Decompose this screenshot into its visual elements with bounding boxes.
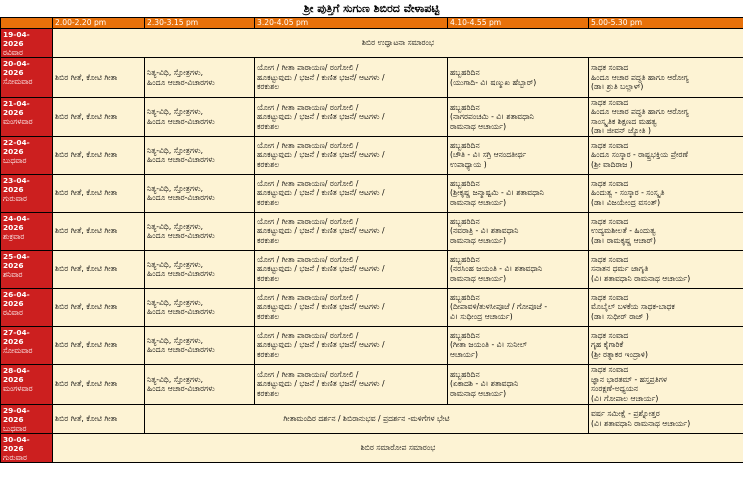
slot3-cell: ಯೋಗ / ಗೀತಾ ಪಾರಾಯಣ/ ರಂಗೋಲಿ / ಹೂಕಟ್ಟುವುದು / ಭಜನೆ / ಕುಣಿತ ಭಜನೆ/ ಆಟಗಳು / ಕರಕುಶಲ [255,136,448,174]
table-row [1,58,743,98]
table-row [1,288,743,326]
weekday-label: ಮಂಗಳವಾರ [3,383,33,393]
table-row [1,364,743,404]
date-cell [1,136,53,174]
slot4-cell: ಹಬ್ಬಹರಿದಿನ (ದೀಪಾವಳಿ/ತುಳಸೀಪೂಜೆ / ಗೋಪೂಜೆ - ವಿ। ಸುಧೀಂದ್ರ ಆಚಾರ್ಯ) [448,288,589,326]
slot5-cell: ಸಾಧಕ ಸಂವಾದ ಹಿಂದೂ ಆಚಾರ ಪದ್ಧತಿ ಹಾಗೂ ಆರೋಗ್ಯ ಸಾಂಸ್ಕೃತಿಕ ಶಿಕ್ಷಣದ ಮಹತ್ವ (ಡಾ। ಜೀವನ್ ಜ್ಯೋತಿ ) [589,98,743,137]
slot2-cell: ನಿತ್ಯ-ವಿಧಿ, ಸ್ತೋತ್ರಗಳು, ಹಿಂದೂ ಆಚಾರ-ವಿಚಾರಗಳು [145,58,255,98]
date-value: 23-04-2026 [3,175,30,194]
date-cell [1,364,53,404]
header-cell-slot1: 2.00-2.20 pm [53,18,145,29]
slot2-cell: ನಿತ್ಯ-ವಿಧಿ, ಸ್ತೋತ್ರಗಳು, ಹಿಂದೂ ಆಚಾರ-ವಿಚಾರಗಳು [145,98,255,137]
date-cell [1,174,53,212]
slot3-cell: ಯೋಗ / ಗೀತಾ ಪಾರಾಯಣ/ ರಂಗೋಲಿ / ಹೂಕಟ್ಟುವುದು / ಭಜನೆ / ಕುಣಿತ ಭಜನೆ/ ಆಟಗಳು / ಕರಕುಶಲ [255,250,448,288]
slot5-cell: ವರ್ಷ ಸಮೀಕ್ಷೆ - ಪ್ರಶ್ನೋತ್ತರ (ವಿ। ಶತಾವಧಾನಿ ರಾಮನಾಥ ಆಚಾರ್ಯ) [589,404,743,433]
schedule-table [0,17,743,463]
table-row [1,212,743,250]
slot1-cell: ಶಿಬಿರ ಗೀತೆ, ಕೋಟಿ ಗೀತಾ [53,288,145,326]
date-cell [1,212,53,250]
slot3-cell: ಯೋಗ / ಗೀತಾ ಪಾರಾಯಣ/ ರಂಗೋಲಿ / ಹೂಕಟ್ಟುವುದು / ಭಜನೆ / ಕುಣಿತ ಭಜನೆ/ ಆಟಗಳು / ಕರಕುಶಲ [255,212,448,250]
slot4-cell: ಹಬ್ಬಹರಿದಿನ (ನರಸಿಂಹ ಜಯಂತಿ - ವಿ। ಶತಾವಧಾನಿ ರಾಮನಾಥ ಆಚಾರ್ಯ) [448,250,589,288]
date-value: 19-04-2026 [3,30,30,48]
table-row [1,326,743,364]
slot3-cell: ಯೋಗ / ಗೀತಾ ಪಾರಾಯಣ/ ರಂಗೋಲಿ / ಹೂಕಟ್ಟುವುದು / ಭಜನೆ / ಕುಣಿತ ಭಜನೆ/ ಆಟಗಳು / ಕರಕುಶಲ [255,98,448,137]
slot1-cell: ಶಿಬಿರ ಗೀತೆ, ಕೋಟಿ ಗೀತಾ [53,212,145,250]
date-cell [1,29,53,58]
date-cell [1,288,53,326]
weekday-label: ರವಿವಾರ [3,307,23,317]
date-cell [1,98,53,137]
slot4-cell: ಹಬ್ಬಹರಿದಿನ (ನವರಾತ್ರಿ - ವಿ। ಶತಾವಧಾನಿ ರಾಮನಾಥ ಆಚಾರ್ಯ) [448,212,589,250]
header-cell-slot3: 3.20-4.05 pm [255,18,448,29]
table-row [1,433,743,462]
date-value: 30-04-2026 [3,434,30,453]
slot4-cell: ಹಬ್ಬಹರಿದಿನ (ಯುಗಾದಿ- ವಿ। ಷಣ್ಮುಖ ಹೆಬ್ಬಾರ್) [448,58,589,98]
weekday-label: ಸೋಮವಾರ [3,345,33,355]
schedule-table-body [1,18,743,463]
weekday-label: ಗುರುವಾರ [3,452,27,462]
slot3-cell: ಯೋಗ / ಗೀತಾ ಪಾರಾಯಣ/ ರಂಗೋಲಿ / ಹೂಕಟ್ಟುವುದು / ಭಜನೆ / ಕುಣಿತ ಭಜನೆ/ ಆಟಗಳು / ಕರಕುಶಲ [255,364,448,404]
date-value: 21-04-2026 [3,99,30,117]
table-row [1,404,743,433]
page-title: ಶ್ರೀ ಪುತ್ತಿಗೆ ಸುಗುಣ ಶಿಬಿರದ ವೇಳಾಪಟ್ಟಿ [303,2,440,15]
event-span-cell: ಗೀತಾಮಂದಿರ ದರ್ಶನ / ಶಿಬಿರಾನುಭವ / ಪ್ರದರ್ಶನ -ಮಳಿಗೆಗಳ ಭೇಟಿ [145,404,589,433]
date-value: 24-04-2026 [3,213,30,232]
date-value: 26-04-2026 [3,289,30,308]
slot3-cell: ಯೋಗ / ಗೀತಾ ಪಾರಾಯಣ/ ರಂಗೋಲಿ / ಹೂಕಟ್ಟುವುದು / ಭಜನೆ / ಕುಣಿತ ಭಜನೆ/ ಆಟಗಳು / ಕರಕುಶಲ [255,58,448,98]
slot1-cell: ಶಿಬಿರ ಗೀತೆ, ಕೋಟಿ ಗೀತಾ [53,364,145,404]
event-span-cell: ಶಿಬಿರ ಉದ್ಘಾಟನಾ ಸಮಾರಂಭ [53,29,743,58]
slot3-cell: ಯೋಗ / ಗೀತಾ ಪಾರಾಯಣ/ ರಂಗೋಲಿ / ಹೂಕಟ್ಟುವುದು / ಭಜನೆ / ಕುಣಿತ ಭಜನೆ/ ಆಟಗಳು / ಕರಕುಶಲ [255,174,448,212]
date-value: 20-04-2026 [3,59,30,77]
slot1-cell: ಶಿಬಿರ ಗೀತೆ, ಕೋಟಿ ಗೀತಾ [53,404,145,433]
header-cell-slot4: 4.10-4.55 pm [448,18,589,29]
slot5-cell: ಸಾಧಕ ಸಂವಾದ ಹಿಂದುತ್ವ - ಸಂಸ್ಕಾರ - ಸಂಸ್ಕೃತಿ (ಡಾ। ವಿಜಯೇಂದ್ರ ವಸಂತ್) [589,174,743,212]
slot1-cell: ಶಿಬಿರ ಗೀತೆ, ಕೋಟಿ ಗೀತಾ [53,58,145,98]
date-cell [1,326,53,364]
table-row [1,98,743,137]
slot4-cell: ಹಬ್ಬಹರಿದಿನ (ನಾಗರಪಂಚಮಿ - ವಿ। ಶತಾವಧಾನಿ ರಾಮನಾಥ ಆಚಾರ್ಯ) [448,98,589,137]
weekday-label: ರವಿವಾರ [3,48,23,57]
date-cell [1,250,53,288]
slot2-cell: ನಿತ್ಯ-ವಿಧಿ, ಸ್ತೋತ್ರಗಳು, ಹಿಂದೂ ಆಚಾರ-ವಿಚಾರಗಳು [145,250,255,288]
slot5-cell: ಸಾಧಕ ಸಂವಾದ ಜ್ಞಾನ ಭಾರತಮ್ - ಹಸ್ತಪ್ರತಿಗಳ ಸಂರಕ್ಷಣೆ-ಅಧ್ಯಯನ (ವಿ। ಗೋಪಾಲ ಆಚಾರ್ಯ) [589,364,743,404]
header-row [1,18,743,29]
weekday-label: ಬುಧವಾರ [3,423,27,433]
slot2-cell: ನಿತ್ಯ-ವಿಧಿ, ಸ್ತೋತ್ರಗಳು, ಹಿಂದೂ ಆಚಾರ-ವಿಚಾರಗಳು [145,364,255,404]
weekday-label: ಶುಕ್ರವಾರ [3,231,25,241]
slot1-cell: ಶಿಬಿರ ಗೀತೆ, ಕೋಟಿ ಗೀತಾ [53,98,145,137]
table-row [1,29,743,58]
slot5-cell: ಸಾಧಕ ಸಂವಾದ ಸನಾತನ ಧರ್ಮ ಜಾಗೃತಿ (ವಿ। ಶತಾವಧಾನಿ ರಾಮನಾಥ ಆಚಾರ್ಯ) [589,250,743,288]
header-cell-slot5: 5.00-5.30 pm [589,18,743,29]
slot5-cell: ಸಾಧಕ ಸಂವಾದ ಮೊಬೈಲ್ ಬಳಕೆಯ ಸಾಧಕ-ಬಾಧಕ (ಡಾ। ಸುಧೀರ್ ರಾಜ್ ) [589,288,743,326]
weekday-label: ಮಂಗಳವಾರ [3,117,33,126]
weekday-label: ಗುರುವಾರ [3,193,27,203]
slot1-cell: ಶಿಬಿರ ಗೀತೆ, ಕೋಟಿ ಗೀತಾ [53,174,145,212]
weekday-label: ಶನಿವಾರ [3,269,23,279]
date-cell [1,404,53,433]
date-value: 25-04-2026 [3,251,30,270]
slot3-cell: ಯೋಗ / ಗೀತಾ ಪಾರಾಯಣ/ ರಂಗೋಲಿ / ಹೂಕಟ್ಟುವುದು / ಭಜನೆ / ಕುಣಿತ ಭಜನೆ/ ಆಟಗಳು / ಕರಕುಶಲ [255,326,448,364]
slot4-cell: ಹಬ್ಬಹರಿದಿನ (ಏಕಾದಶಿ - ವಿ। ಶತಾವಧಾನಿ ರಾಮನಾಥ ಆಚಾರ್ಯ) [448,364,589,404]
slot1-cell: ಶಿಬಿರ ಗೀತೆ, ಕೋಟಿ ಗೀತಾ [53,326,145,364]
slot3-cell: ಯೋಗ / ಗೀತಾ ಪಾರಾಯಣ/ ರಂಗೋಲಿ / ಹೂಕಟ್ಟುವುದು / ಭಜನೆ / ಕುಣಿತ ಭಜನೆ/ ಆಟಗಳು / ಕರಕುಶಲ [255,288,448,326]
date-value: 29-04-2026 [3,405,30,424]
date-cell [1,433,53,462]
slot2-cell: ನಿತ್ಯ-ವಿಧಿ, ಸ್ತೋತ್ರಗಳು, ಹಿಂದೂ ಆಚಾರ-ವಿಚಾರಗಳು [145,288,255,326]
slot1-cell: ಶಿಬಿರ ಗೀತೆ, ಕೋಟಿ ಗೀತಾ [53,250,145,288]
header-cell-date [1,18,53,29]
date-value: 22-04-2026 [3,137,30,156]
table-row [1,250,743,288]
date-value: 27-04-2026 [3,327,30,346]
slot5-cell: ಸಾಧಕ ಸಂವಾದ ಹಿಂದೂ ಆಚಾರ ಪದ್ಧತಿ ಹಾಗೂ ಆರೋಗ್ಯ (ಡಾ। ಶ್ರುತಿ ಬಲ್ಲಾಳ್) [589,58,743,98]
weekday-label: ಬುಧವಾರ [3,155,27,165]
table-row [1,136,743,174]
date-value: 28-04-2026 [3,365,30,384]
slot2-cell: ನಿತ್ಯ-ವಿಧಿ, ಸ್ತೋತ್ರಗಳು, ಹಿಂದೂ ಆಚಾರ-ವಿಚಾರಗಳು [145,212,255,250]
slot5-cell: ಸಾಧಕ ಸಂವಾದ ಗೃಹ ಕೈಗಾರಿಕೆ (ಶ್ರೀ ರತ್ನಾಕರ ಇಂದ್ರಾಳಿ) [589,326,743,364]
slot2-cell: ನಿತ್ಯ-ವಿಧಿ, ಸ್ತೋತ್ರಗಳು, ಹಿಂದೂ ಆಚಾರ-ವಿಚಾರಗಳು [145,136,255,174]
table-row [1,174,743,212]
date-cell [1,58,53,98]
event-span-cell: ಶಿಬಿರ ಸಮಾರೋಪ ಸಮಾರಂಭ [53,433,743,462]
slot4-cell: ಹಬ್ಬಹರಿದಿನ (ಶ್ರೀಕೃಷ್ಣ ಜನ್ಮಾಷ್ಟಮಿ - ವಿ। ಶತಾವಧಾನಿ ರಾಮನಾಥ ಆಚಾರ್ಯ) [448,174,589,212]
slot5-cell: ಸಾಧಕ ಸಂವಾದ ಹಿಂದೂ ಸಂಸ್ಕಾರ - ರಾಷ್ಟ್ರಭಕ್ತಿಯ ಪ್ರೇರಣೆ (ಶ್ರೀ ವಾದಿರಾಜ ) [589,136,743,174]
slot4-cell: ಹಬ್ಬಹರಿದಿನ (ಗೀತಾ ಜಯಂತಿ - ವಿ। ಸುನೀಲ್ ಆಚಾರ್ಯ) [448,326,589,364]
weekday-label: ಸೋಮವಾರ [3,77,33,86]
slot2-cell: ನಿತ್ಯ-ವಿಧಿ, ಸ್ತೋತ್ರಗಳು, ಹಿಂದೂ ಆಚಾರ-ವಿಚಾರಗಳು [145,326,255,364]
slot5-cell: ಸಾಧಕ ಸಂವಾದ ಉದ್ಯಮಶೀಲತೆ - ಹಿಂದುತ್ವ (ಡಾ। ರಾಮಕೃಷ್ಣ ಆಚಾರ್) [589,212,743,250]
slot1-cell: ಶಿಬಿರ ಗೀತೆ, ಕೋಟಿ ಗೀತಾ [53,136,145,174]
header-cell-slot2: 2.30-3.15 pm [145,18,255,29]
slot2-cell: ನಿತ್ಯ-ವಿಧಿ, ಸ್ತೋತ್ರಗಳು, ಹಿಂದೂ ಆಚಾರ-ವಿಚಾರಗಳು [145,174,255,212]
slot4-cell: ಹಬ್ಬಹರಿದಿನ (ಚೌತಿ - ವಿ। ಸಗ್ರಿ ಆನಂದತೀರ್ಥ ಉಪಾಧ್ಯಾಯ ) [448,136,589,174]
